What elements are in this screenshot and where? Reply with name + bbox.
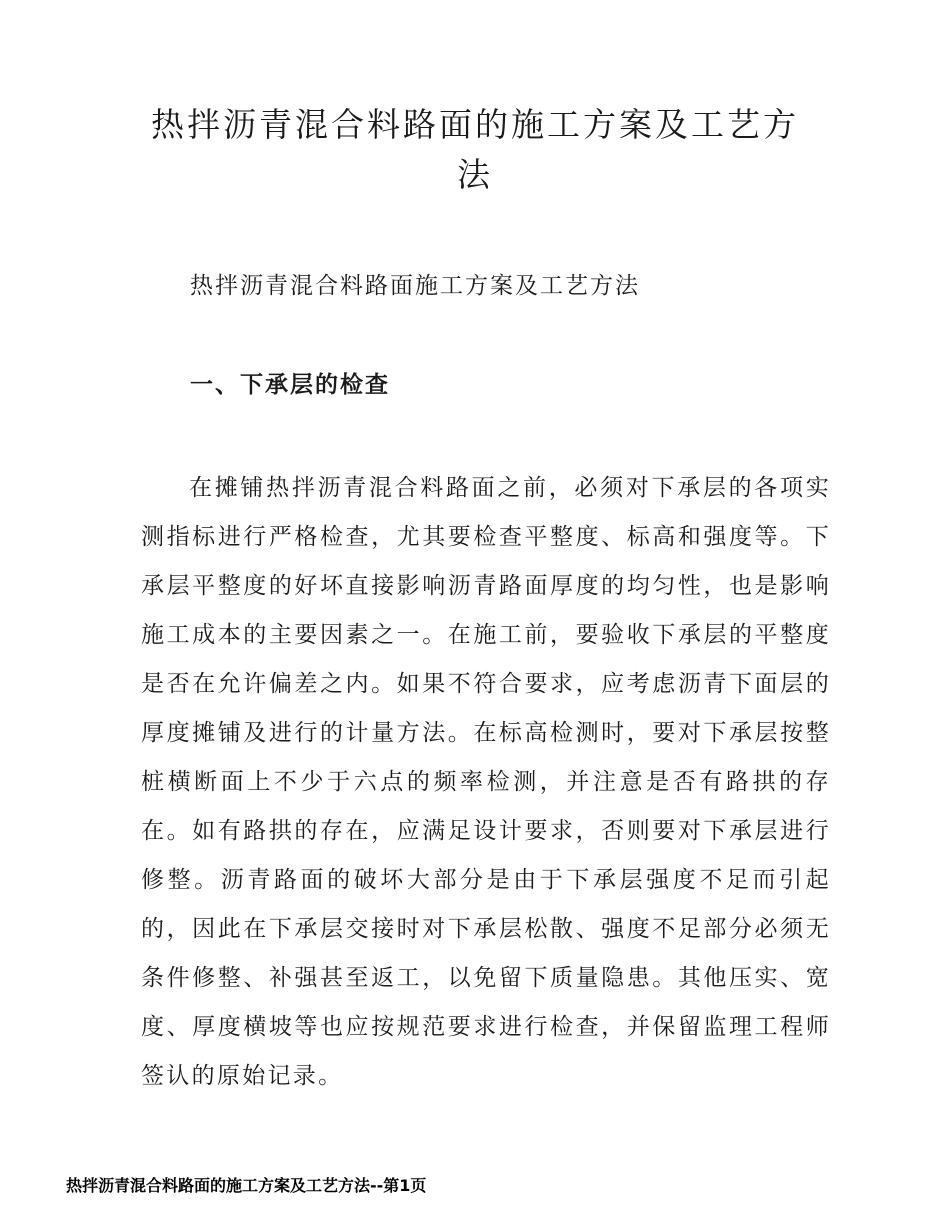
section-paragraph: 在摊铺热拌沥青混合料路面之前，必须对下承层的各项实测指标进行严格检查，尤其要检查平整度、标高和强度等。下承层平整度的好坏直接影响沥青路面厚度的均匀性，也是影响施工成本的主要因素之一。在施工前，要验收下承层的平整度是否在允许偏差之内。如果不符合要求，应考虑沥青下面层的厚度摊铺及进行的计量方法。在标高检测时，要对下承层按整桩横断面上不少于六点的频率检测，并注意是否有路拱的存在。如有路拱的存在，应满足设计要求，否则要对下承层进行修整。沥青路面的破坏大部分是由于下承层强度不足而引起的，因此在下承层交接时对下承层松散、强度不足部分必须无条件修整、补强甚至返工，以免留下质量隐患。其他压实、宽度、厚度横坡等也应按规范要求进行检查，并保留监理工程师签认的原始记录。 (141, 475, 831, 1089)
document-title: 热拌沥青混合料路面的施工方案及工艺方法 (151, 105, 799, 194)
document-subtitle: 热拌沥青混合料路面施工方案及工艺方法 (190, 273, 640, 299)
section-heading: 一、下承层的检查 (190, 371, 390, 398)
page-footer: 热拌沥青混合料路面的施工方案及工艺方法--第1页 (66, 1176, 427, 1195)
